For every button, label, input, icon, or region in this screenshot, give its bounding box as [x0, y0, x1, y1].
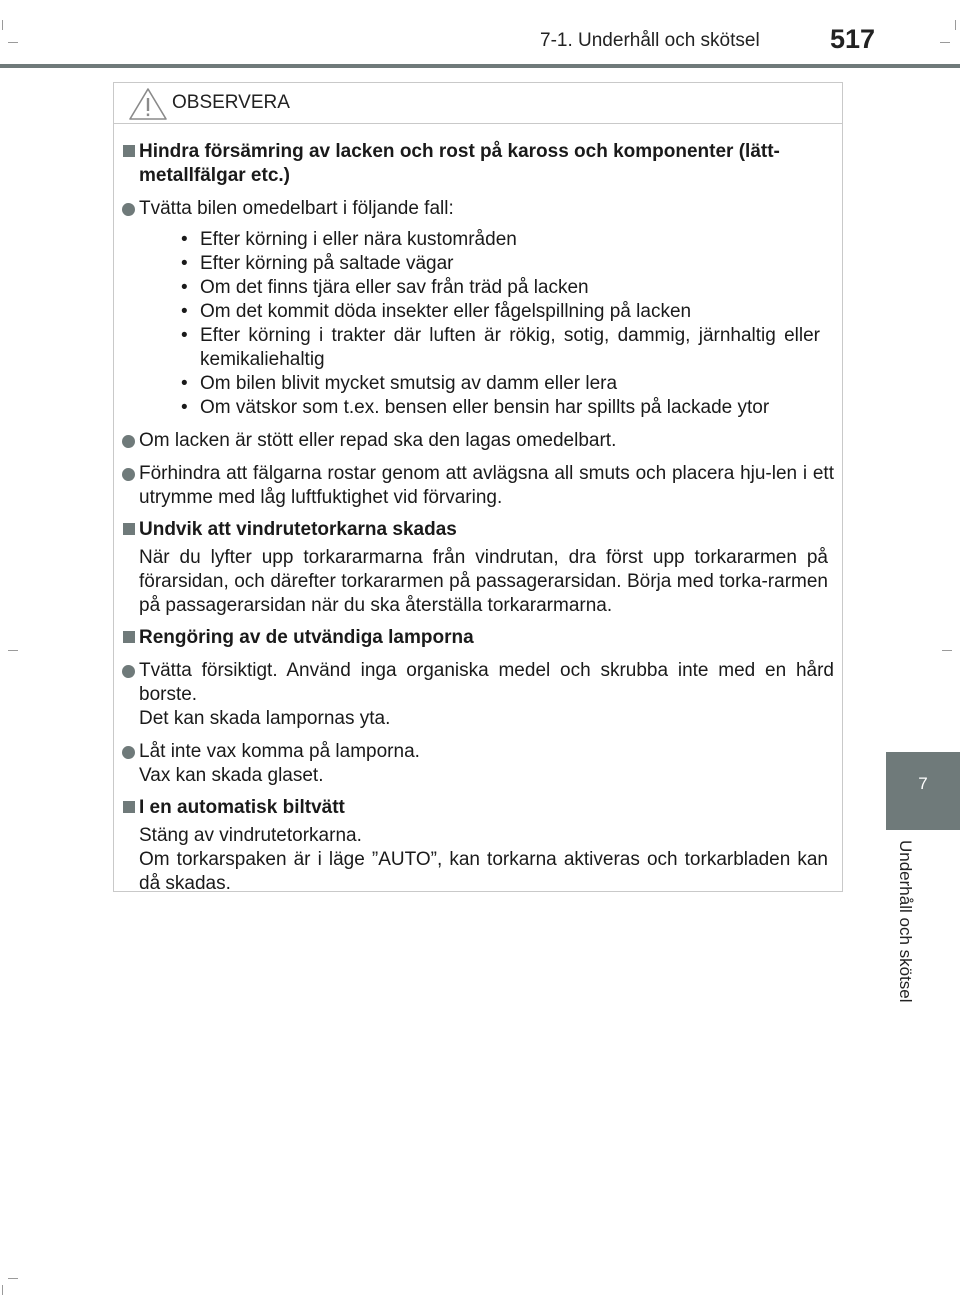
- list-item: Låt inte vax komma på lamporna. Vax kan skada glaset.: [114, 740, 842, 788]
- crop-mark: [2, 1285, 3, 1295]
- list-item: Om lacken är stött eller repad ska den lagas omedelbart.: [114, 429, 842, 453]
- sub-list-item: • Efter körning på saltade vägar: [181, 253, 454, 274]
- crop-mark: [8, 42, 18, 43]
- section-heading: I en automatisk biltvätt: [114, 796, 842, 820]
- round-bullet-icon: [122, 665, 135, 678]
- square-bullet-icon: [123, 523, 135, 535]
- crop-mark: [955, 20, 956, 30]
- warning-triangle-icon: [128, 87, 168, 121]
- chapter-tab-label: Underhåll och skötsel: [896, 840, 915, 1003]
- sub-list: [139, 228, 834, 420]
- crop-mark: [940, 42, 950, 43]
- chapter-tab-number: 7: [918, 774, 928, 793]
- sub-list-item: • Efter körning i eller nära kustområden: [181, 229, 517, 250]
- list-item: Tvätta bilen omedelbart i följande fall: • Efter körning i eller nära kustområden • Efter körning på saltade vägar • Om det finns tjära eller sav från träd på lacken • Om det kommit döda insekter eller fågelspillning på lacken • Efter körning i trakter där luften är rökig, sotig, dammig, järnhaltig eller kemikaliehaltig • Om bilen blivit mycket smutsig av damm eller lera • Om vätskor som t.ex. bensen eller bensin har spillts på lackade ytor: [114, 197, 842, 420]
- sub-list-item: • Om det kommit döda insekter eller fågelspillning på lacken: [181, 301, 692, 322]
- paragraph: När du lyfter upp torkararmarna från vindrutan, dra först upp torkararmen på förarsidan, och därefter torkararmen på passagerarsidan. Börja med torka-rarmen på passagerarsidan när du ska återställa torkararmarna.: [139, 547, 828, 616]
- section-heading: Rengöring av de utvändiga lamporna: [114, 626, 842, 650]
- sub-list-item: • Om det finns tjära eller sav från träd på lacken: [181, 277, 589, 298]
- sub-list-item: • Om bilen blivit mycket smutsig av damm eller lera: [181, 373, 618, 394]
- square-bullet-icon: [123, 145, 135, 157]
- round-bullet-icon: [122, 746, 135, 759]
- notice-title: OBSERVERA: [172, 92, 290, 113]
- section-heading: Undvik att vindrutetorkarna skadas: [114, 518, 842, 542]
- crop-mark: [8, 650, 18, 651]
- header-rule: [0, 64, 960, 68]
- list-item: Tvätta försiktigt. Använd inga organiska medel och skrubba inte med en hård borste. Det kan skada lampornas yta.: [114, 659, 842, 731]
- round-bullet-icon: [122, 203, 135, 216]
- section-heading: Hindra försämring av lacken och rost på kaross och komponenter (lätt-metallfälgar etc.): [114, 140, 842, 188]
- round-bullet-icon: [122, 468, 135, 481]
- chapter-tab: [886, 752, 960, 830]
- square-bullet-icon: [123, 801, 135, 813]
- notice-box: [113, 82, 843, 892]
- crop-mark: [2, 20, 3, 30]
- notice-content: [114, 135, 842, 896]
- sub-list-item: • Efter körning i trakter där luften är rökig, sotig, dammig, järnhaltig eller kemikaliehaltig: [181, 325, 820, 370]
- header-section-title: 7-1. Underhåll och skötsel: [540, 30, 760, 51]
- round-bullet-icon: [122, 435, 135, 448]
- crop-mark: [942, 650, 952, 651]
- list-item: Förhindra att fälgarna rostar genom att avlägsna all smuts och placera hju-len i ett utrymme med låg luftfuktighet vid förvaring.: [114, 462, 842, 510]
- notice-header: [114, 83, 842, 124]
- crop-mark: [8, 1278, 18, 1279]
- sub-list-item: • Om vätskor som t.ex. bensen eller bensin har spillts på lackade ytor: [181, 397, 770, 418]
- page-number: 517: [830, 24, 876, 54]
- square-bullet-icon: [123, 631, 135, 643]
- paragraph: Stäng av vindrutetorkarna. Om torkarspaken är i läge ”AUTO”, kan torkarna aktiveras och torkarbladen kan då skadas.: [139, 825, 828, 894]
